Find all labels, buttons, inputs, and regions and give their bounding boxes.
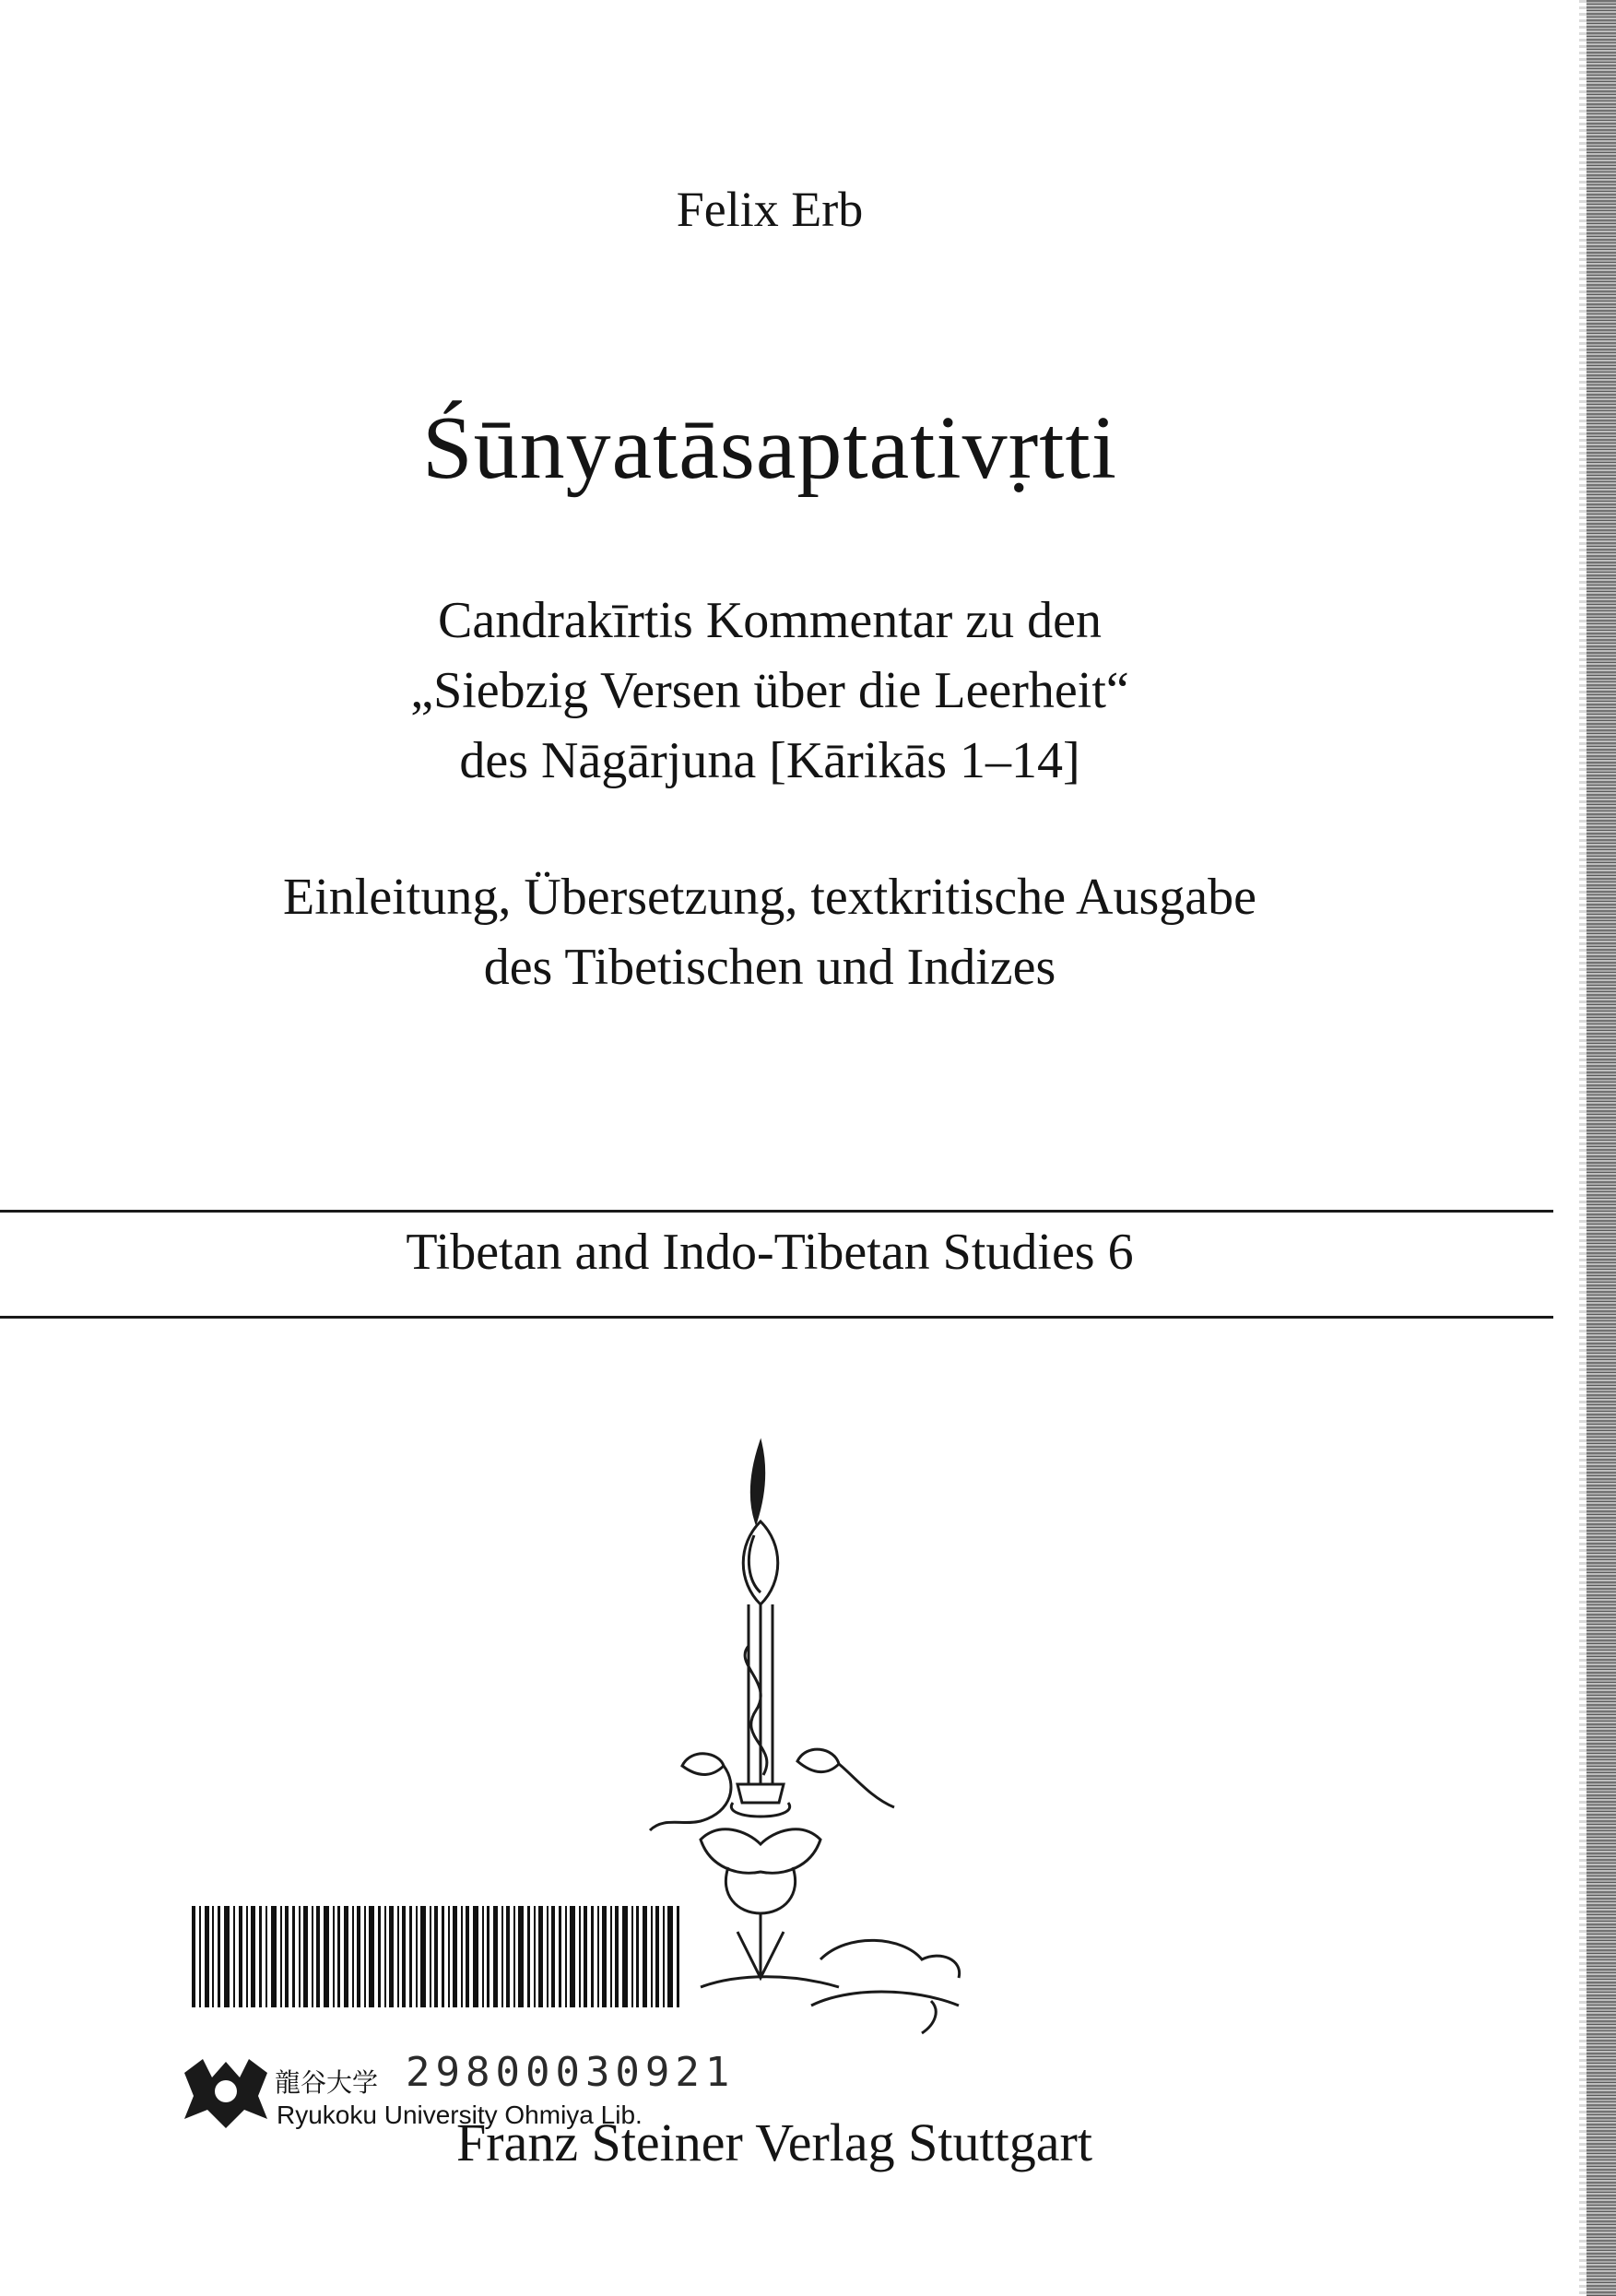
series-rule-top: [0, 1210, 1553, 1213]
series-rule-bottom: [0, 1316, 1553, 1319]
description-line: Einleitung, Übersetzung, textkritische Ausgabe: [283, 869, 1256, 926]
series-name: Tibetan and Indo-Tibetan Studies 6: [406, 1224, 1134, 1281]
library-name-japanese: 龍谷大学: [275, 2068, 379, 2097]
library-name-english: Ryukoku University Ohmiya Lib.: [277, 2101, 643, 2129]
subtitle-line: Candrakīrtis Kommentar zu den: [437, 592, 1102, 649]
description-block: [0, 862, 1539, 1002]
book-title: Śūnyatāsaptativṛtti: [422, 398, 1117, 498]
subtitle-block: [0, 586, 1539, 796]
description-line: des Tibetischen und Indizes: [483, 939, 1056, 996]
library-accession-number: 29800030921: [406, 2049, 736, 2096]
vajra-ornament-illustration: [645, 1434, 1051, 2042]
ryukoku-university-logo: [180, 2054, 272, 2133]
scan-edge-shadow: [1587, 0, 1616, 2296]
subtitle-line: „Siebzig Versen über die Leerheit“: [410, 662, 1129, 719]
publisher-name: Franz Steiner Verlag Stuttgart: [456, 2113, 1092, 2172]
library-barcode: [192, 1906, 680, 2007]
author-name: Felix Erb: [676, 182, 864, 237]
subtitle-line: des Nāgārjuna [Kārikās 1–14]: [459, 732, 1080, 789]
